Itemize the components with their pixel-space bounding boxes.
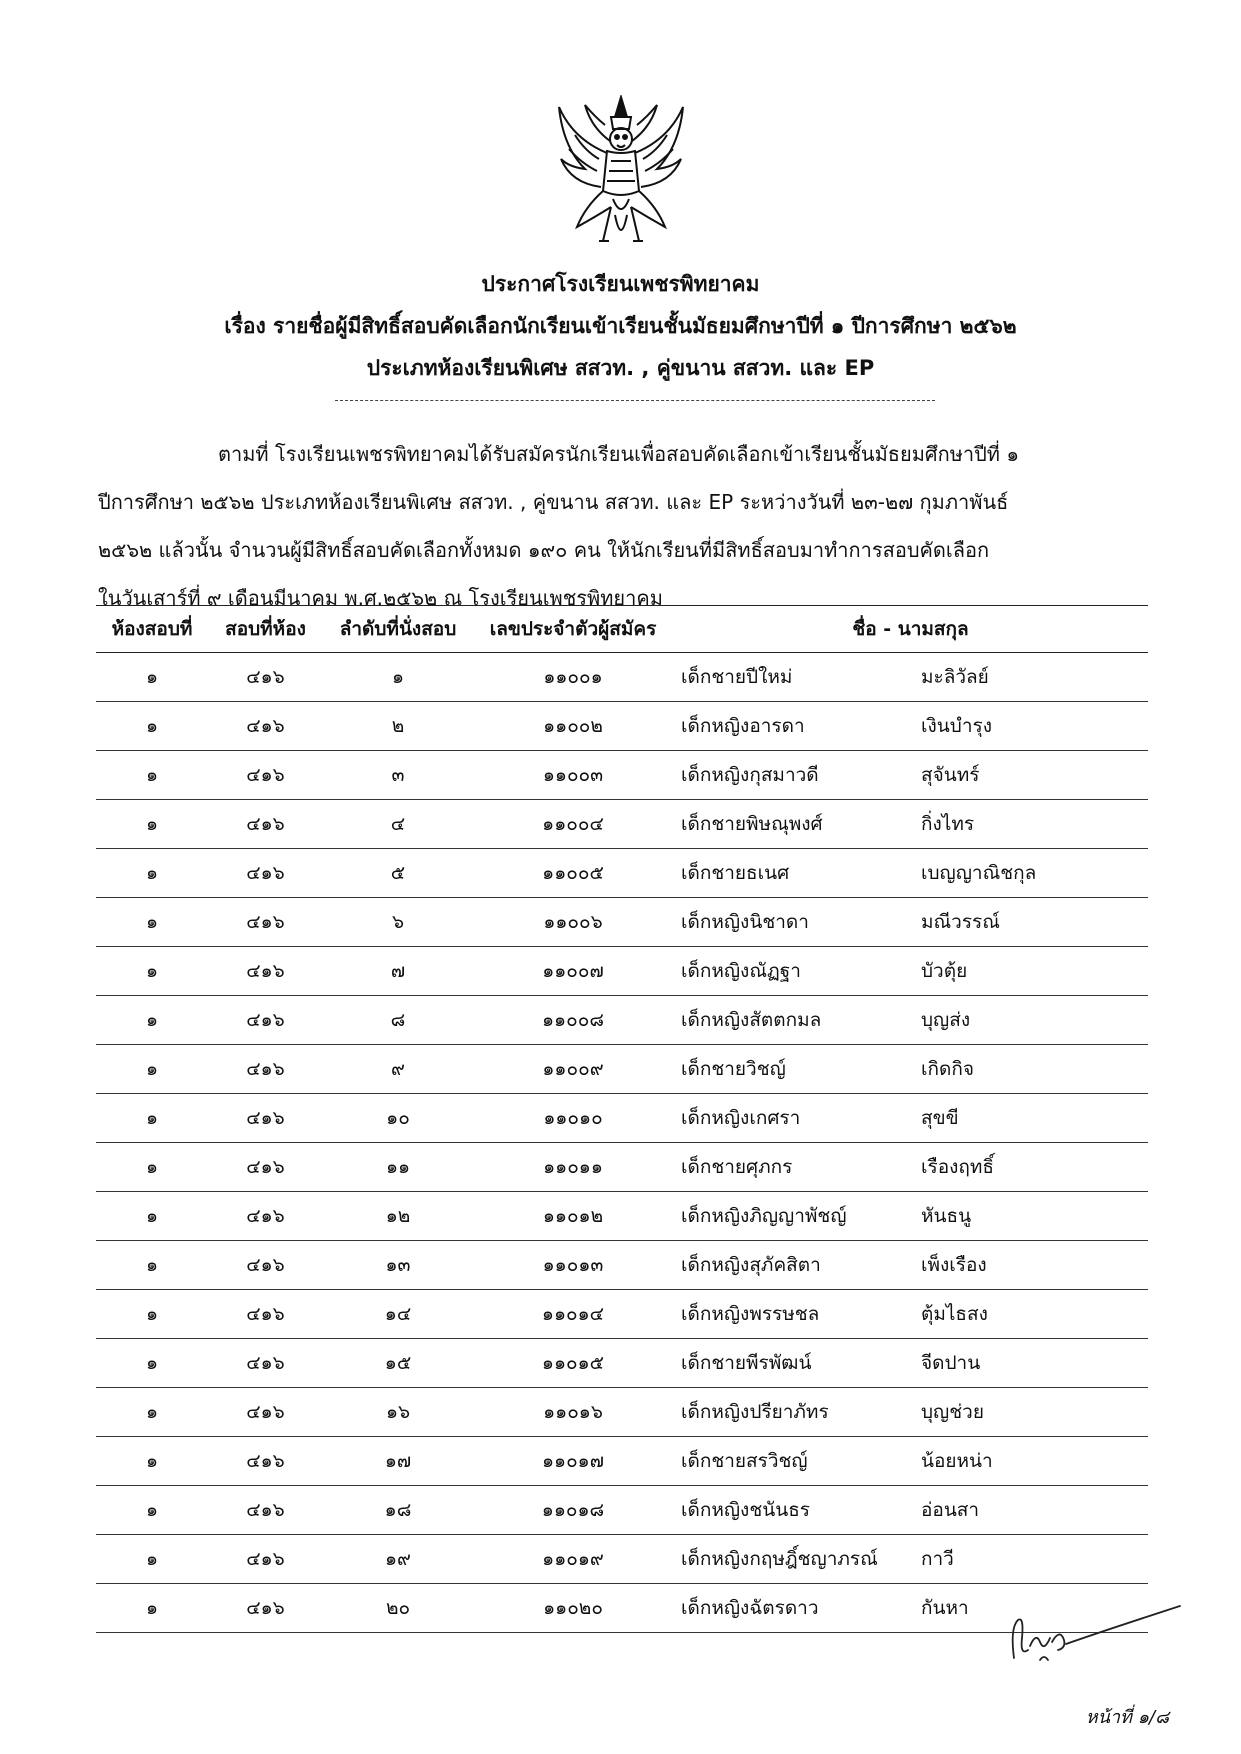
table-row	[96, 1241, 1148, 1290]
cell-last-name: เบญญาณิชกุล	[911, 849, 1148, 898]
announcement-subject: เรื่อง รายชื่อผู้มีสิทธิ์สอบคัดเลือกนักเรียนเข้าเรียนชั้นมัธยมศึกษาปีที่ ๑ ปีการศึกษา ๒๕๖๒	[224, 314, 1017, 338]
cell-last-name: จีดปาน	[911, 1339, 1148, 1388]
table-row	[96, 1584, 1148, 1633]
cell-last-name: กาวี	[911, 1535, 1148, 1584]
cell-seat: ๑๓	[323, 1241, 473, 1290]
cell-applicant-id: ๑๑๐๒๐	[473, 1584, 673, 1633]
cell-room: ๑	[96, 898, 208, 947]
cell-seat: ๘	[323, 996, 473, 1045]
cell-last-name: น้อยหน่า	[911, 1437, 1148, 1486]
cell-room: ๑	[96, 1388, 208, 1437]
cell-last-name: บุญช่วย	[911, 1388, 1148, 1437]
cell-last-name: บุญส่ง	[911, 996, 1148, 1045]
cell-location: ๔๑๖	[208, 1535, 323, 1584]
table-row	[96, 1045, 1148, 1094]
cell-applicant-id: ๑๑๐๑๖	[473, 1388, 673, 1437]
cell-last-name: สุขขี	[911, 1094, 1148, 1143]
table-row	[96, 1388, 1148, 1437]
cell-first-name: เด็กหญิงชนันธร	[673, 1486, 911, 1535]
cell-seat: ๑๙	[323, 1535, 473, 1584]
cell-seat: ๒๐	[323, 1584, 473, 1633]
cell-location: ๔๑๖	[208, 1486, 323, 1535]
cell-first-name: เด็กชายศุภกร	[673, 1143, 911, 1192]
cell-applicant-id: ๑๑๐๐๘	[473, 996, 673, 1045]
body-line-2: ปีการศึกษา ๒๕๖๒ ประเภทห้องเรียนพิเศษ สสวท. , คู่ขนาน สสวท. และ EP ระหว่างวันที่ ๒๓-๒๗ กุมภาพันธ์	[98, 490, 1009, 514]
cell-seat: ๓	[323, 751, 473, 800]
table-row	[96, 947, 1148, 996]
signature-icon	[1000, 1598, 1190, 1668]
announcement-body	[98, 430, 1098, 622]
cell-room: ๑	[96, 751, 208, 800]
cell-location: ๔๑๖	[208, 849, 323, 898]
table-row	[96, 1339, 1148, 1388]
cell-applicant-id: ๑๑๐๐๖	[473, 898, 673, 947]
garuda-emblem-icon	[555, 95, 687, 250]
cell-first-name: เด็กหญิงสุภัคสิตา	[673, 1241, 911, 1290]
cell-last-name: เรืองฤทธิ์	[911, 1143, 1148, 1192]
table-row	[96, 1290, 1148, 1339]
cell-first-name: เด็กหญิงสัตตกมล	[673, 996, 911, 1045]
cell-last-name: มณีวรรณ์	[911, 898, 1148, 947]
cell-seat: ๑๕	[323, 1339, 473, 1388]
header-applicant-id: เลขประจำตัวผู้สมัคร	[473, 606, 673, 653]
cell-seat: ๑	[323, 653, 473, 702]
cell-room: ๑	[96, 800, 208, 849]
announcement-title: ประกาศโรงเรียนเพชรพิทยาคม	[481, 272, 760, 296]
cell-location: ๔๑๖	[208, 751, 323, 800]
cell-room: ๑	[96, 1045, 208, 1094]
header-location: สอบที่ห้อง	[208, 606, 323, 653]
cell-location: ๔๑๖	[208, 800, 323, 849]
table-row	[96, 653, 1148, 702]
cell-seat: ๑๐	[323, 1094, 473, 1143]
cell-applicant-id: ๑๑๐๐๑	[473, 653, 673, 702]
cell-first-name: เด็กชายพีรพัฒน์	[673, 1339, 911, 1388]
cell-location: ๔๑๖	[208, 1290, 323, 1339]
cell-applicant-id: ๑๑๐๑๒	[473, 1192, 673, 1241]
cell-seat: ๑๖	[323, 1388, 473, 1437]
table-row	[96, 849, 1148, 898]
cell-location: ๔๑๖	[208, 1192, 323, 1241]
table-row	[96, 800, 1148, 849]
cell-seat: ๒	[323, 702, 473, 751]
cell-first-name: เด็กชายวิชญ์	[673, 1045, 911, 1094]
cell-applicant-id: ๑๑๐๑๙	[473, 1535, 673, 1584]
cell-applicant-id: ๑๑๐๐๒	[473, 702, 673, 751]
cell-last-name: กิ่งไทร	[911, 800, 1148, 849]
cell-seat: ๑๒	[323, 1192, 473, 1241]
cell-last-name: สุจันทร์	[911, 751, 1148, 800]
cell-first-name: เด็กหญิงกุสมาวดี	[673, 751, 911, 800]
cell-room: ๑	[96, 947, 208, 996]
cell-last-name: อ่อนสา	[911, 1486, 1148, 1535]
table-row	[96, 1094, 1148, 1143]
cell-room: ๑	[96, 1143, 208, 1192]
cell-room: ๑	[96, 1339, 208, 1388]
announcement-category: ประเภทห้องเรียนพิเศษ สสวท. , คู่ขนาน สสวท. และ EP	[366, 356, 875, 380]
cell-seat: ๑๗	[323, 1437, 473, 1486]
cell-seat: ๑๘	[323, 1486, 473, 1535]
cell-applicant-id: ๑๑๐๐๙	[473, 1045, 673, 1094]
cell-applicant-id: ๑๑๐๑๕	[473, 1339, 673, 1388]
body-line-4: ในวันเสาร์ที่ ๙ เดือนมีนาคม พ.ศ.๒๕๖๒ ณ โรงเรียนเพชรพิทยาคม	[98, 586, 663, 610]
table-row	[96, 1486, 1148, 1535]
table-row	[96, 702, 1148, 751]
cell-last-name: บัวตุ้ย	[911, 947, 1148, 996]
cell-first-name: เด็กหญิงพรรษชล	[673, 1290, 911, 1339]
dashed-divider	[335, 400, 935, 401]
cell-first-name: เด็กหญิงนิชาดา	[673, 898, 911, 947]
cell-last-name: กันหา	[911, 1584, 1148, 1633]
header-name: ชื่อ - นามสกุล	[673, 606, 1148, 653]
cell-applicant-id: ๑๑๐๑๓	[473, 1241, 673, 1290]
cell-last-name: เงินบำรุง	[911, 702, 1148, 751]
cell-seat: ๕	[323, 849, 473, 898]
cell-seat: ๖	[323, 898, 473, 947]
cell-room: ๑	[96, 1584, 208, 1633]
cell-applicant-id: ๑๑๐๑๗	[473, 1437, 673, 1486]
cell-location: ๔๑๖	[208, 1143, 323, 1192]
cell-location: ๔๑๖	[208, 653, 323, 702]
header-room: ห้องสอบที่	[96, 606, 208, 653]
cell-seat: ๔	[323, 800, 473, 849]
table-row	[96, 1192, 1148, 1241]
table-row	[96, 1535, 1148, 1584]
cell-seat: ๗	[323, 947, 473, 996]
cell-location: ๔๑๖	[208, 947, 323, 996]
cell-applicant-id: ๑๑๐๑๘	[473, 1486, 673, 1535]
table-row	[96, 1143, 1148, 1192]
cell-first-name: เด็กหญิงฉัตรดาว	[673, 1584, 911, 1633]
cell-first-name: เด็กหญิงอารดา	[673, 702, 911, 751]
cell-applicant-id: ๑๑๐๑๑	[473, 1143, 673, 1192]
exam-seat-table	[96, 605, 1148, 1633]
page-number: หน้าที่ ๑/๘	[1085, 1707, 1169, 1728]
cell-applicant-id: ๑๑๐๐๓	[473, 751, 673, 800]
cell-first-name: เด็กชายพิษณุพงศ์	[673, 800, 911, 849]
cell-applicant-id: ๑๑๐๐๔	[473, 800, 673, 849]
cell-seat: ๑๔	[323, 1290, 473, 1339]
cell-location: ๔๑๖	[208, 1094, 323, 1143]
cell-location: ๔๑๖	[208, 996, 323, 1045]
table-row	[96, 1437, 1148, 1486]
cell-location: ๔๑๖	[208, 1437, 323, 1486]
cell-room: ๑	[96, 1241, 208, 1290]
cell-first-name: เด็กหญิงกฤษฎิ์ชญาภรณ์	[673, 1535, 911, 1584]
cell-room: ๑	[96, 1290, 208, 1339]
cell-last-name: ตุ้มไธสง	[911, 1290, 1148, 1339]
cell-room: ๑	[96, 702, 208, 751]
cell-seat: ๑๑	[323, 1143, 473, 1192]
table-row	[96, 898, 1148, 947]
cell-first-name: เด็กชายธเนศ	[673, 849, 911, 898]
cell-first-name: เด็กหญิงเกศรา	[673, 1094, 911, 1143]
cell-applicant-id: ๑๑๐๐๕	[473, 849, 673, 898]
cell-room: ๑	[96, 1535, 208, 1584]
cell-first-name: เด็กหญิงภิญญาพัชญ์	[673, 1192, 911, 1241]
cell-first-name: เด็กชายปีใหม่	[673, 653, 911, 702]
cell-room: ๑	[96, 996, 208, 1045]
cell-applicant-id: ๑๑๐๑๐	[473, 1094, 673, 1143]
body-line-1: ตามที่ โรงเรียนเพชรพิทยาคมได้รับสมัครนักเรียนเพื่อสอบคัดเลือกเข้าเรียนชั้นมัธยมศึกษาปีที่ ๑	[218, 442, 1020, 466]
cell-last-name: มะลิวัลย์	[911, 653, 1148, 702]
cell-first-name: เด็กหญิงปรียาภัทร	[673, 1388, 911, 1437]
cell-location: ๔๑๖	[208, 1339, 323, 1388]
cell-room: ๑	[96, 1094, 208, 1143]
cell-last-name: หันธนู	[911, 1192, 1148, 1241]
cell-location: ๔๑๖	[208, 702, 323, 751]
cell-room: ๑	[96, 1486, 208, 1535]
cell-last-name: เพ็งเรือง	[911, 1241, 1148, 1290]
cell-location: ๔๑๖	[208, 1584, 323, 1633]
cell-seat: ๙	[323, 1045, 473, 1094]
table-header-row	[96, 606, 1148, 653]
cell-location: ๔๑๖	[208, 1241, 323, 1290]
cell-applicant-id: ๑๑๐๑๔	[473, 1290, 673, 1339]
cell-room: ๑	[96, 1192, 208, 1241]
cell-room: ๑	[96, 1437, 208, 1486]
cell-location: ๔๑๖	[208, 898, 323, 947]
header-seat: ลำดับที่นั่งสอบ	[323, 606, 473, 653]
cell-location: ๔๑๖	[208, 1388, 323, 1437]
cell-last-name: เกิดกิจ	[911, 1045, 1148, 1094]
cell-location: ๔๑๖	[208, 1045, 323, 1094]
table-row	[96, 996, 1148, 1045]
cell-room: ๑	[96, 849, 208, 898]
cell-first-name: เด็กหญิงณัฏฐา	[673, 947, 911, 996]
body-line-3: ๒๕๖๒ แล้วนั้น จำนวนผู้มีสิทธิ์สอบคัดเลือกทั้งหมด ๑๙๐ คน ให้นักเรียนที่มีสิทธิ์สอบมาทำการสอบคัดเลือก	[98, 538, 990, 562]
cell-applicant-id: ๑๑๐๐๗	[473, 947, 673, 996]
cell-first-name: เด็กชายสรวิชญ์	[673, 1437, 911, 1486]
cell-room: ๑	[96, 653, 208, 702]
table-row	[96, 751, 1148, 800]
